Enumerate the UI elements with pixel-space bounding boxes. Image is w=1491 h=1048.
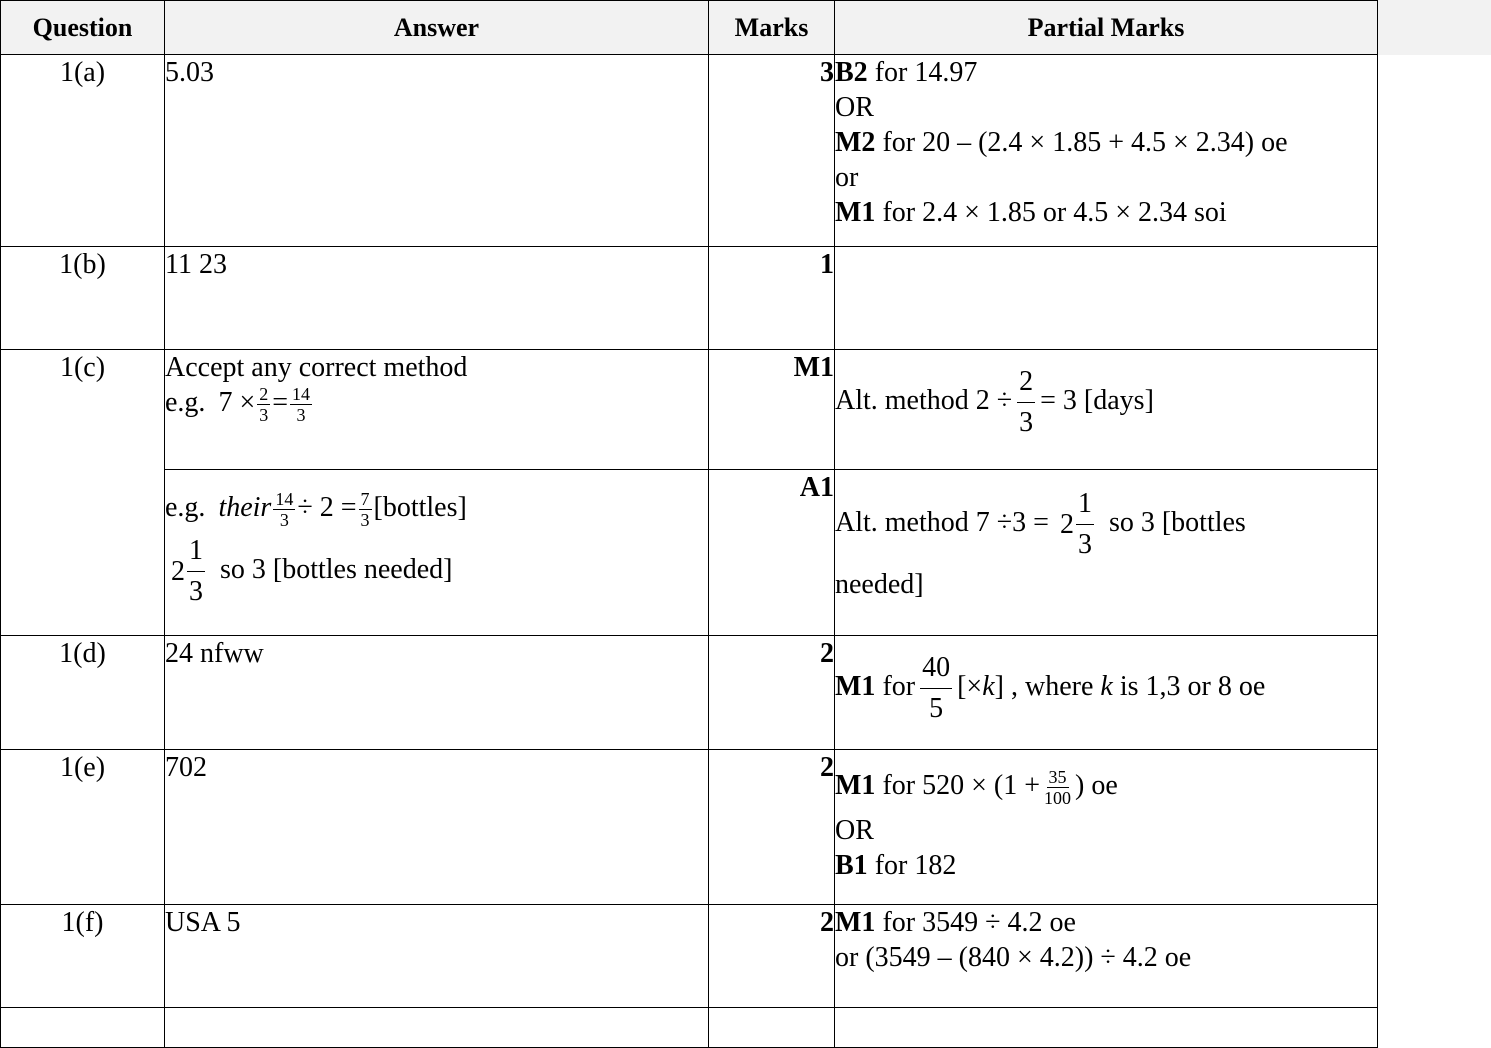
answer-cell (165, 350, 709, 470)
answer-cell (165, 1008, 709, 1048)
partial-marks-cell (835, 905, 1378, 1008)
question-cell: 1(c) (1, 350, 165, 636)
partial-marks-cell (835, 247, 1378, 350)
answer-line: Accept any correct method (165, 352, 468, 383)
question-cell (1, 1008, 165, 1048)
answer-expression: e.g. 7 × $\frac{2}{3}$ = $\frac{14}{3}$ (165, 384, 311, 426)
partial-line: needed] (835, 569, 924, 600)
question-cell: 1(d) (1, 636, 165, 750)
marks-cell: A1 (709, 470, 835, 636)
partial-marks-cell (835, 350, 1378, 470)
answer-cell: USA 5 (165, 905, 709, 1008)
marks-cell: 2 (709, 750, 835, 905)
fraction: $\frac{40}{5}$ (922, 652, 951, 724)
partial-line: or (835, 162, 859, 193)
answer-expression: e.g. their $\frac{14}{3}$ ÷ 2 = $\frac{7}{3}$ [bottles] (165, 489, 467, 531)
partial-marks-cell (835, 636, 1378, 750)
answer-cell: 702 (165, 750, 709, 905)
mixed-number: 2 1 3 (1059, 488, 1092, 560)
question-cell: 1(a) (1, 55, 165, 247)
fraction: 1 3 (1077, 488, 1092, 560)
table-row-1b (1, 247, 1378, 350)
table-row-1f (1, 905, 1378, 1008)
partial-line: B1 for 182 (835, 850, 957, 882)
partial-line: M2 for 20 – (2.4 × 1.85 + 4.5 × 2.34) oe (835, 127, 1288, 158)
marks-cell: 2 (709, 905, 835, 1008)
fraction: $\frac{2}{3}$ (1019, 366, 1034, 438)
table-row-1a (1, 55, 1378, 247)
answer-header: Answer (165, 1, 709, 55)
marks-cell: M1 (709, 350, 835, 470)
partial-expression: Alt. method 2 ÷ $\frac{2}{3}$ = 3 [days] (835, 366, 1154, 438)
partial-line: M1 for 2.4 × 1.85 or 4.5 × 2.34 soi (835, 197, 1227, 228)
marks-cell (709, 1008, 835, 1048)
partial-line: B2 for 14.97 (835, 57, 978, 88)
answer-cell: 11 23 (165, 247, 709, 350)
answer-mixed-number-line: 2 1 3 so 3 [bottles needed] (171, 535, 453, 608)
question-header: Question (1, 1, 165, 55)
partial-line: OR (835, 815, 874, 847)
fraction: $\frac{2}{3}$ (259, 384, 269, 426)
answer-cell (165, 470, 709, 636)
question-cell: 1(f) (1, 905, 165, 1008)
partial-marks-cell (835, 750, 1378, 905)
question-cell: 1(b) (1, 247, 165, 350)
marks-cell: 3 (709, 55, 835, 247)
partial-marks-cell (835, 470, 1378, 636)
table-row-1c-accuracy (1, 470, 1378, 636)
partial-line: or (3549 – (840 × 4.2)) ÷ 4.2 oe (835, 942, 1192, 973)
fraction: $\frac{14}{3}$ (292, 384, 311, 426)
table-row-1d (1, 636, 1378, 750)
fraction: $\frac{7}{3}$ (360, 489, 370, 531)
table-row-1e (1, 750, 1378, 905)
partial-expression: M1 for 520 × (1 + $\frac{35}{100}$ ) oe (835, 767, 1118, 809)
question-cell: 1(e) (1, 750, 165, 905)
partial-expression: Alt. method 7 ÷3 = 2 1 3 so 3 [bottles (835, 488, 1246, 560)
partial-marks-header: Partial Marks (835, 1, 1378, 55)
marks-cell: 1 (709, 247, 835, 350)
partial-line: OR (835, 92, 874, 123)
marks-cell: 2 (709, 636, 835, 750)
answer-cell: 24 nfww (165, 636, 709, 750)
fraction: 1 3 (189, 535, 203, 608)
partial-marks-cell (835, 55, 1378, 247)
partial-expression: M1 for $\frac{40}{5}$ [×k] , where k is 1,3 or 8 oe (835, 652, 1266, 724)
fraction: $\frac{35}{100}$ (1044, 767, 1072, 809)
header-row (1, 1, 1378, 55)
mixed-number: 2 1 3 (171, 535, 203, 608)
table-row-next (1, 1008, 1378, 1048)
fraction: $\frac{14}{3}$ (275, 489, 294, 531)
partial-marks-cell (835, 1008, 1378, 1048)
partial-line: M1 for 3549 ÷ 4.2 oe (835, 907, 1076, 938)
answer-cell: 5.03 (165, 55, 709, 247)
marks-header: Marks (709, 1, 835, 55)
table-row-1c-method (1, 350, 1378, 470)
